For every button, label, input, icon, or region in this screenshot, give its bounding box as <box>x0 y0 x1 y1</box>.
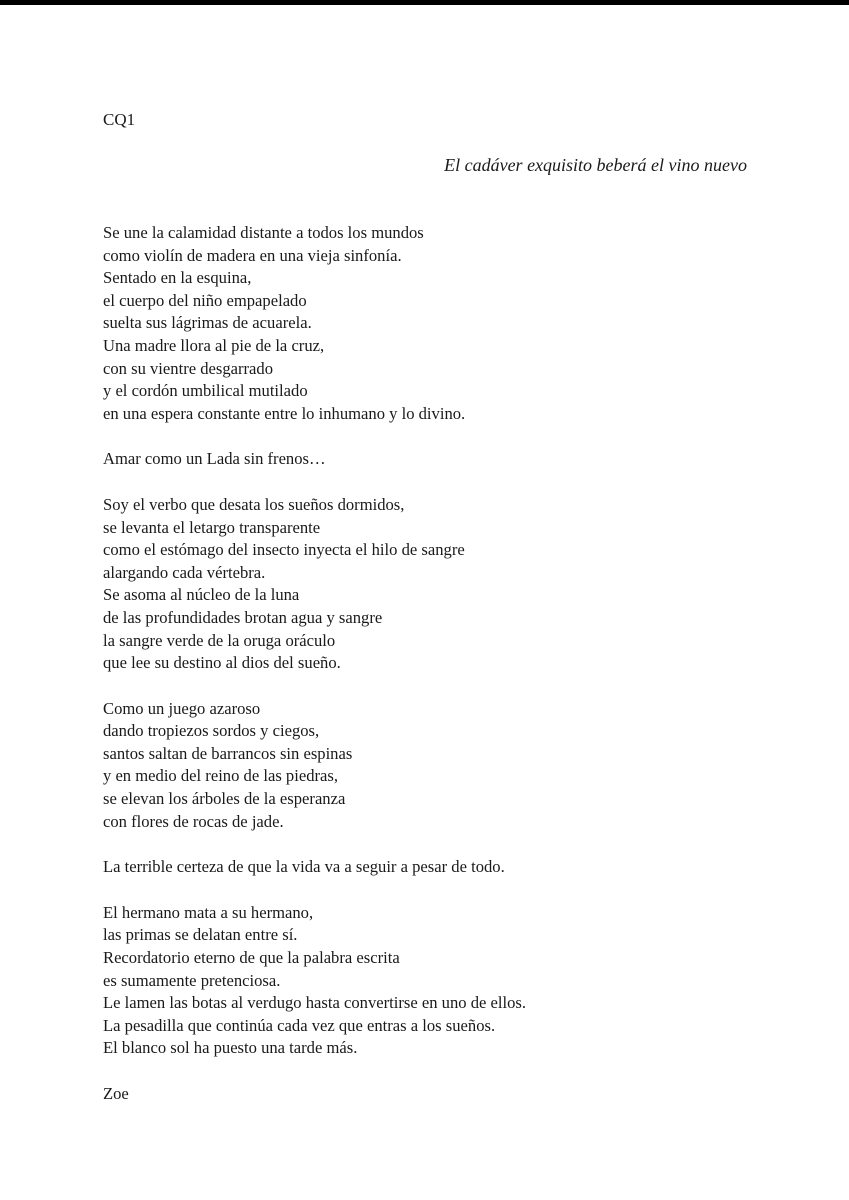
poem-stanza <box>103 856 803 879</box>
poem-line: de las profundidades brotan agua y sangre <box>103 607 383 627</box>
poem-stanza <box>103 494 803 675</box>
poem-line: Una madre llora al pie de la cruz, <box>103 335 325 355</box>
poem-line: y el cordón umbilical mutilado <box>103 381 308 401</box>
poem-line: el cuerpo del niño empapelado <box>103 290 307 310</box>
poem-line: Amar como un Lada sin frenos… <box>103 449 326 469</box>
poem-line: El hermano mata a su hermano, <box>103 902 314 922</box>
author-signature: Zoe <box>103 1084 129 1103</box>
poem-line: La terrible certeza de que la vida va a seguir a pesar de todo. <box>103 857 505 877</box>
poem-body <box>103 222 803 1106</box>
poem-line: y en medio del reino de las piedras, <box>103 766 339 786</box>
poem-line: como el estómago del insecto inyecta el hilo de sangre <box>103 540 465 560</box>
poem-line: dando tropiezos sordos y ciegos, <box>103 721 320 741</box>
poem-line: alargando cada vértebra. <box>103 562 266 582</box>
poem-line: la sangre verde de la oruga oráculo <box>103 630 336 650</box>
poem-line: las primas se delatan entre sí. <box>103 925 298 945</box>
poem-line: Como un juego azaroso <box>103 698 261 718</box>
poem-line: como violín de madera en una vieja sinfonía. <box>103 245 402 265</box>
poem-line: suelta sus lágrimas de acuarela. <box>103 313 312 333</box>
poem-line: Soy el verbo que desata los sueños dormidos, <box>103 494 405 514</box>
poem-line: La pesadilla que continúa cada vez que entras a los sueños. <box>103 1015 496 1035</box>
poem-line: El blanco sol ha puesto una tarde más. <box>103 1038 358 1058</box>
poem-line: se levanta el letargo transparente <box>103 517 321 537</box>
poem-line: es sumamente pretenciosa. <box>103 970 281 990</box>
poem-stanza <box>103 902 803 1060</box>
poem-stanza <box>103 698 803 834</box>
poem-line: Se asoma al núcleo de la luna <box>103 585 300 605</box>
poem-line: Se une la calamidad distante a todos los mundos <box>103 223 424 242</box>
poem-stanza <box>103 448 803 471</box>
poem-line: con flores de rocas de jade. <box>103 811 284 831</box>
poem-line: en una espera constante entre lo inhumano y lo divino. <box>103 403 466 423</box>
poem-line: con su vientre desgarrado <box>103 358 274 378</box>
poem-line: se elevan los árboles de la esperanza <box>103 789 346 809</box>
poem-title: El cadáver exquisito beberá el vino nuevo <box>444 155 747 175</box>
poem-line: Sentado en la esquina, <box>103 268 252 288</box>
poem-line: Le lamen las botas al verdugo hasta convertirse en uno de ellos. <box>103 993 527 1013</box>
poem-stanza <box>103 222 803 425</box>
poem-line: que lee su destino al dios del sueño. <box>103 653 341 673</box>
document-code: CQ1 <box>103 110 136 129</box>
poem-line: Recordatorio eterno de que la palabra escrita <box>103 948 400 968</box>
poem-line: santos saltan de barrancos sin espinas <box>103 743 353 763</box>
